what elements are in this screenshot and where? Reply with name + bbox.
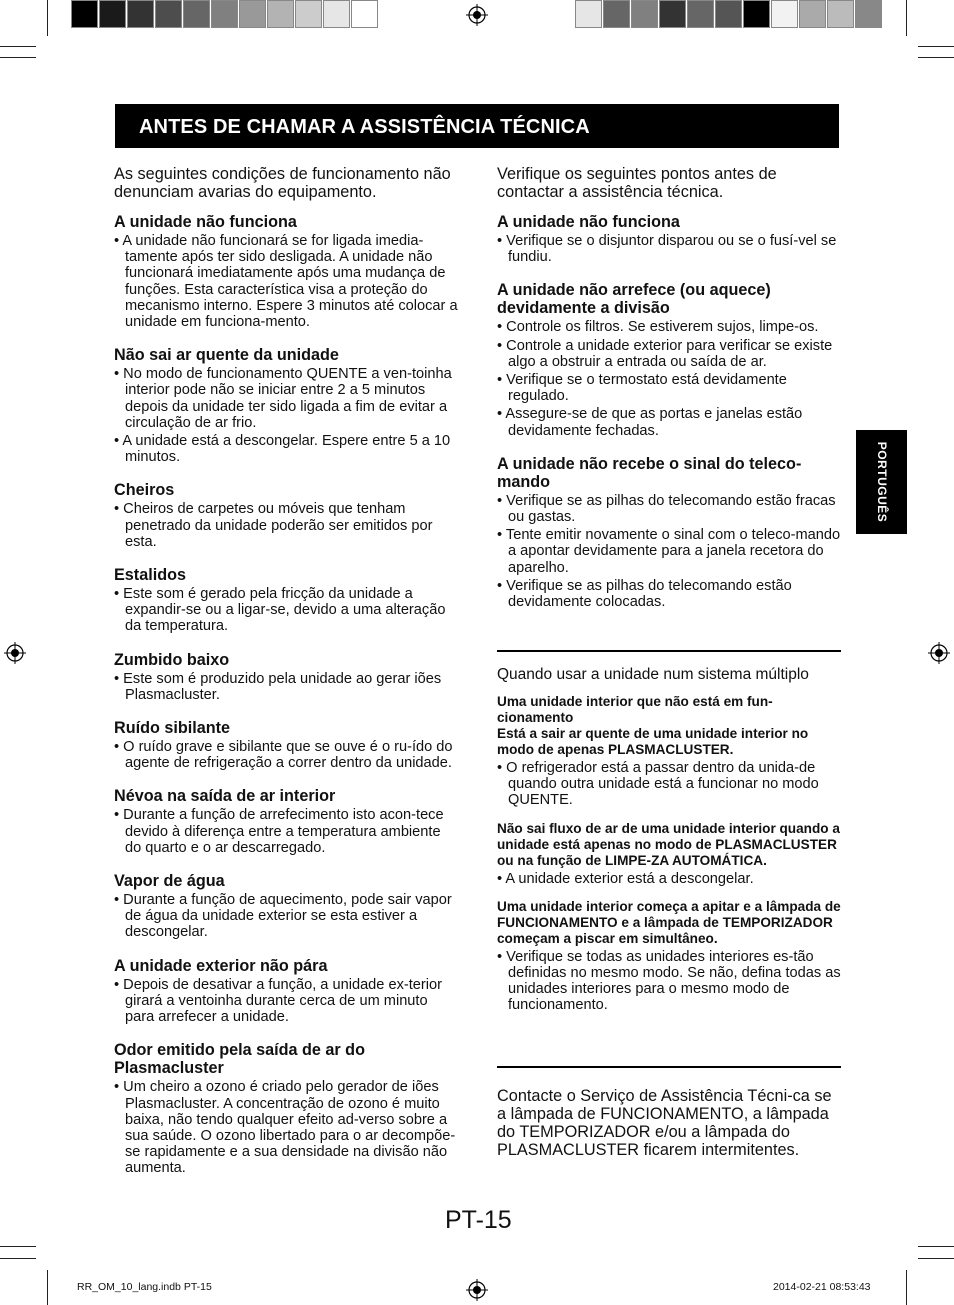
list-item: • Cheiros de carpetes ou móveis que tenham penetrado da unidade poderão ser emitidos por esta. xyxy=(114,501,433,550)
section-heading: Ruído sibilante xyxy=(114,719,231,738)
crop-mark xyxy=(906,0,907,36)
section xyxy=(114,787,459,856)
crop-mark xyxy=(0,1258,36,1259)
multi-subheading: Uma unidade interior começa a apitar e a lâmpada de FUNCIONAMENTO e a lâmpada de TEMPORIZADOR começam a piscar em simultâneo. xyxy=(497,898,841,946)
list-item: • A unidade exterior está a descongelar. xyxy=(497,870,754,887)
color-swatch xyxy=(99,0,126,28)
color-swatch xyxy=(155,0,182,28)
crop-mark xyxy=(47,1270,48,1305)
right-sections xyxy=(497,213,842,610)
color-swatch xyxy=(71,0,98,28)
color-swatch xyxy=(295,0,322,28)
crop-mark xyxy=(906,1270,907,1305)
color-swatch xyxy=(575,0,602,28)
section xyxy=(497,281,842,438)
list-item: • Um cheiro a ozono é criado pelo gerador de iões Plasmacluster. A concentração de ozono é muito baixa, não tendo qualquer efeito ad-verso sobre a sua saúde. O ozono libertado para o ar decompõe-se rapidamente e a sua densidade na divisão não aumenta. xyxy=(114,1079,456,1177)
color-swatch xyxy=(631,0,658,28)
registration-mark-icon xyxy=(466,1279,488,1301)
section-heading: A unidade não funciona xyxy=(114,213,297,231)
section xyxy=(114,1041,459,1176)
divider xyxy=(497,650,841,652)
color-swatch xyxy=(267,0,294,28)
registration-mark-icon xyxy=(928,642,950,664)
registration-mark-icon xyxy=(466,4,488,26)
crop-mark xyxy=(918,1246,954,1247)
section xyxy=(114,481,459,550)
color-swatch xyxy=(239,0,266,28)
section xyxy=(114,213,459,330)
color-swatch xyxy=(771,0,798,28)
list-item: • Verifique se o disjuntor disparou ou se o fusí-vel se fundiu. xyxy=(497,233,837,266)
multi-system-block xyxy=(497,666,842,1016)
color-swatch xyxy=(687,0,714,28)
multi-subheading: Não sai fluxo de ar de uma unidade interior quando a unidade está apenas no modo de PLASMACLUSTER ou na função de LIMPE-ZA AUTOMÁTICA. xyxy=(497,820,840,868)
multi-subheading: Uma unidade interior que não está em fun-cionamento xyxy=(497,694,773,725)
list-item: • Este som é gerado pela fricção da unidade a expandir-se ou a ligar-se, devido a uma alteração da temperatura. xyxy=(114,586,446,635)
list-item: • Controle os filtros. Se estiverem sujos, limpe-os. xyxy=(497,319,819,336)
list-item: • Assegure-se de que as portas e janelas estão devidamente fechadas. xyxy=(497,406,803,439)
registration-mark-icon xyxy=(4,642,26,664)
section-heading: A unidade não recebe o sinal do teleco-mando xyxy=(497,454,802,491)
color-swatch xyxy=(211,0,238,28)
right-intro: Verifique os seguintes pontos antes de contactar a assistência técnica. xyxy=(497,165,777,201)
section-heading: Vapor de água xyxy=(114,872,225,891)
contact-note: Contacte o Serviço de Assistência Técni-ca se a lâmpada de FUNCIONAMENTO, a lâmpada do TEMPORIZADOR e/ou a lâmpada do PLASMACLUSTER ficarem intermitentes. xyxy=(497,1087,832,1159)
crop-mark xyxy=(918,57,954,58)
left-column xyxy=(114,165,459,1193)
section-heading: Estalidos xyxy=(114,566,186,585)
list-item: • Durante a função de aquecimento, pode sair vapor de água da unidade exterior se esta estiver a descongelar. xyxy=(114,892,452,941)
list-item: • Este som é produzido pela unidade ao gerar iões Plasmacluster. xyxy=(114,670,442,703)
language-tab xyxy=(856,430,907,534)
section xyxy=(114,346,459,465)
list-item: • Controle a unidade exterior para verificar se existe algo a obstruir a entrada ou saída de ar. xyxy=(497,337,833,370)
crop-mark xyxy=(47,0,48,36)
color-swatch xyxy=(743,0,770,28)
left-sections xyxy=(114,213,459,1177)
section-heading: Zumbido baixo xyxy=(114,650,230,669)
list-item: • Verifique se todas as unidades interiores es-tão definidas no mesmo modo. Se não, defina todas as unidades interiores para o mesmo modo de funcionamento. xyxy=(497,948,841,1014)
divider xyxy=(497,1066,841,1068)
section-heading: A unidade não arrefece (ou aquece) devidamente a divisão xyxy=(497,281,771,318)
section-heading: Névoa na saída de ar interior xyxy=(114,787,336,806)
section-heading: Odor emitido pela saída de ar do Plasmacluster xyxy=(114,1041,365,1078)
multi-subheading: Está a sair ar quente de uma unidade interior no modo de apenas PLASMACLUSTER. xyxy=(497,726,809,757)
list-item: • Verifique se o termostato está devidamente regulado. xyxy=(497,372,787,405)
crop-mark xyxy=(918,46,954,47)
multi-title: Quando usar a unidade num sistema múltiplo xyxy=(497,666,809,683)
section xyxy=(114,651,459,703)
color-swatch xyxy=(715,0,742,28)
section-heading: Não sai ar quente da unidade xyxy=(114,346,339,365)
language-tab-label: PORTUGUÊS xyxy=(874,441,889,523)
crop-mark xyxy=(0,1246,36,1247)
section xyxy=(114,872,459,941)
color-swatch xyxy=(183,0,210,28)
color-swatch xyxy=(603,0,630,28)
crop-mark xyxy=(918,1258,954,1259)
crop-mark xyxy=(0,57,36,58)
list-item: • Depois de desativar a função, a unidade ex-terior girará a ventoinha durante cerca de um minuto para arrefecer a unidade. xyxy=(114,976,442,1026)
footer-file: RR_OM_10_lang.indb PT-15 xyxy=(77,1281,212,1293)
color-swatch xyxy=(827,0,854,28)
section xyxy=(114,957,459,1026)
section-title-banner xyxy=(115,104,839,148)
section-heading: A unidade não funciona xyxy=(497,213,680,231)
list-item: • Verifique se as pilhas do telecomando estão fracas ou gastas. xyxy=(497,492,836,526)
section-heading: A unidade exterior não pára xyxy=(114,956,328,975)
section xyxy=(114,566,459,635)
color-swatch xyxy=(659,0,686,28)
list-item: • Verifique se as pilhas do telecomando estão devidamente colocadas. xyxy=(497,577,792,611)
footer-date: 2014-02-21 08:53:43 xyxy=(773,1281,871,1293)
page-number: PT-15 xyxy=(445,1206,512,1234)
crop-mark xyxy=(0,46,36,47)
color-swatch xyxy=(127,0,154,28)
list-item: • Tente emitir novamente o sinal com o teleco-mando a apontar devidamente para a janela recetora do aparelho. xyxy=(497,527,841,576)
color-swatch xyxy=(323,0,350,28)
list-item: • A unidade não funcionará se for ligada imedia-tamente após ter sido desligada. A unidade não funcionará imediatamente após uma mudança de funções. Esta característica visa a proteção do mecanismo interno. Espere 3 minutos até colocar a unidade em funciona-mento. xyxy=(114,233,458,331)
list-item: • Durante a função de arrefecimento isto acon-tece devido à diferença entre a temperatura ambiente do quarto e o ar descarregado. xyxy=(114,807,444,856)
section xyxy=(497,213,842,265)
section-heading: Cheiros xyxy=(114,481,175,500)
color-swatch xyxy=(855,0,882,28)
color-swatch xyxy=(799,0,826,28)
section xyxy=(497,455,842,610)
list-item: • No modo de funcionamento QUENTE a ven-toinha interior pode não se iniciar entre 2 a 5 minutos depois da unidade ter sido ligada a fim de evitar a circulação de ar frio. xyxy=(114,366,452,431)
page-title: ANTES DE CHAMAR A ASSISTÊNCIA TÉCNICA xyxy=(139,116,590,138)
list-item: • A unidade está a descongelar. Espere entre 5 a 10 minutos. xyxy=(114,433,451,466)
list-item: • O ruído grave e sibilante que se ouve é o ru-ído do agente de refrigeração a correr dentro da unidade. xyxy=(114,739,453,772)
right-column xyxy=(497,165,842,626)
list-item: • O refrigerador está a passar dentro da unida-de quando outra unidade está a funcionar no modo QUENTE. xyxy=(497,760,819,809)
left-intro: As seguintes condições de funcionamento não denunciam avarias do equipamento. xyxy=(114,165,451,201)
color-swatch xyxy=(351,0,378,28)
section xyxy=(114,719,459,771)
